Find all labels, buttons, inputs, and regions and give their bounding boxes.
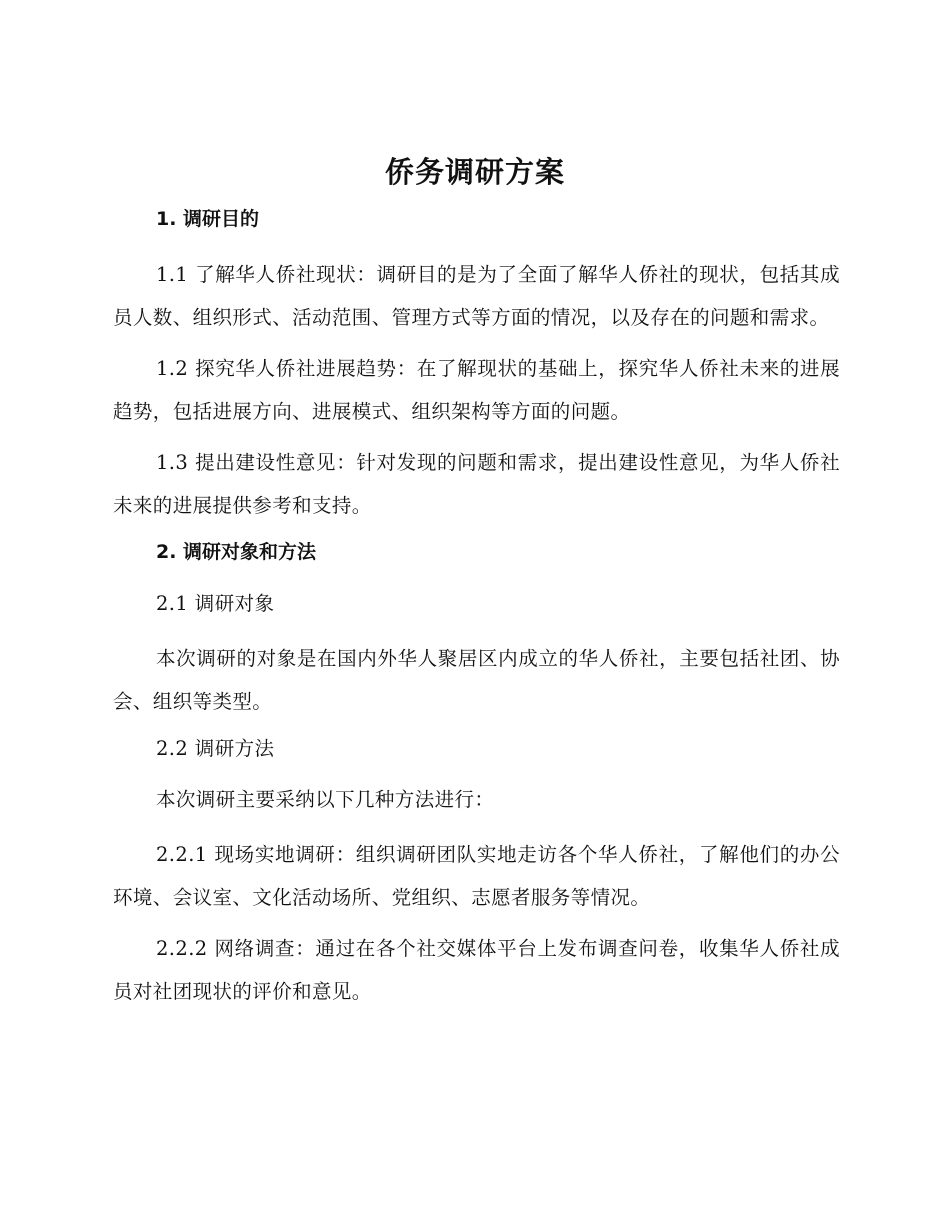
section-heading-purpose: 1. 调研目的 [156,208,260,230]
section-heading-objects-methods: 2. 调研对象和方法 [156,541,317,563]
paragraph-1-1: 1.1 了解华人侨社现状：调研目的是为了全面了解华人侨社的现状，包括其成员人数、组织形式、活动范围、管理方式等方面的情况，以及存在的问题和需求。 [113,263,840,329]
document-body [113,202,840,1021]
paragraph-1-2: 1.2 探究华人侨社进展趋势：在了解现状的基础上，探究华人侨社未来的进展趋势，包括进展方向、进展模式、组织架构等方面的问题。 [113,357,840,423]
paragraph-2-1: 本次调研的对象是在国内外华人聚居区内成立的华人侨社，主要包括社团、协会、组织等类型。 [113,647,840,713]
paragraph-1-3: 1.3 提出建设性意见：针对发现的问题和需求，提出建设性意见，为华人侨社未来的进展提供参考和支持。 [113,451,840,517]
document-title: 侨务调研方案 [384,155,565,189]
subheading-2-2: 2.2 调研方法 [156,737,275,760]
paragraph-2-2-1: 2.2.1 现场实地调研：组织调研团队实地走访各个华人侨社，了解他们的办公环境、会议室、文化活动场所、党组织、志愿者服务等情况。 [113,843,840,909]
subheading-2-1: 2.1 调研对象 [156,592,275,615]
paragraph-2-2-2: 2.2.2 网络调查：通过在各个社交媒体平台上发布调查问卷，收集华人侨社成员对社团现状的评价和意见。 [113,937,840,1003]
paragraph-2-2-intro: 本次调研主要采纳以下几种方法进行： [156,788,495,811]
